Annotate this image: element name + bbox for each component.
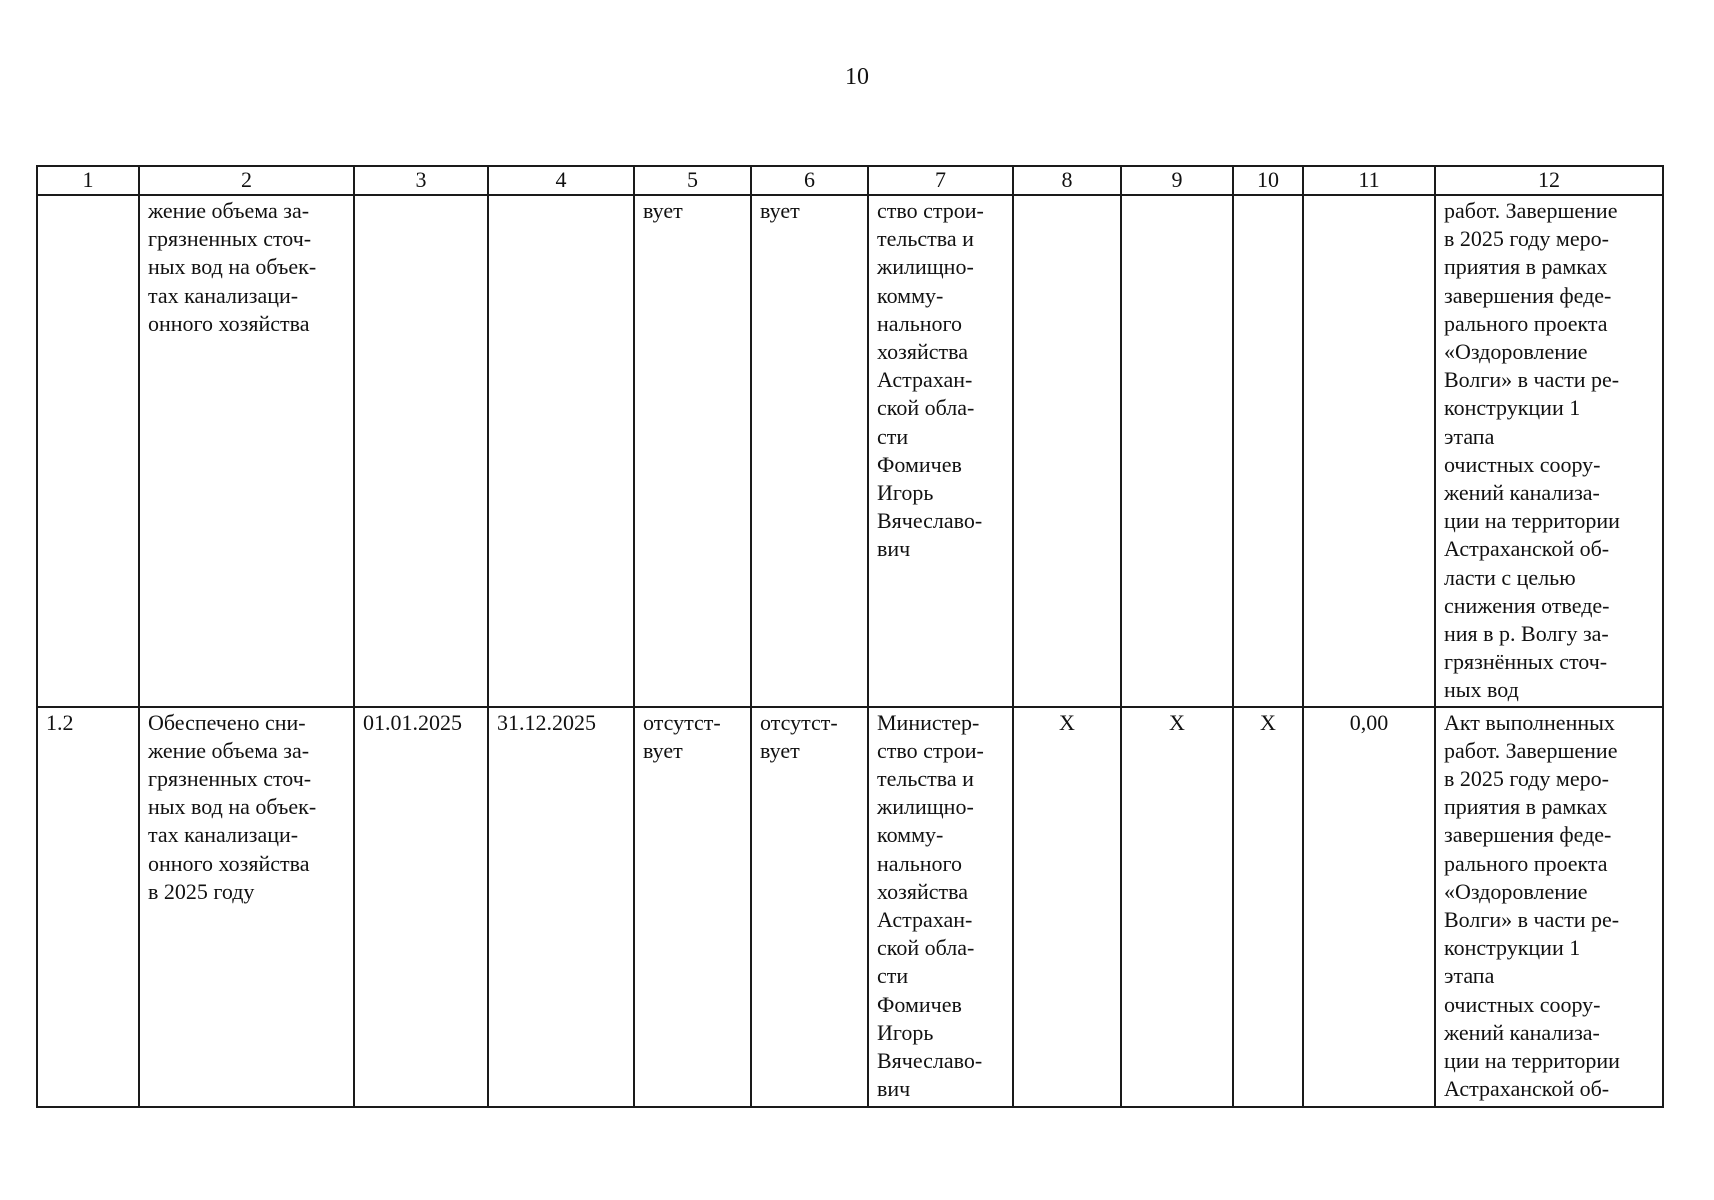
column-header-3: 3	[354, 166, 488, 195]
cell-result: жение объема за- грязненных сточ- ных вод на объек- тах канализаци- онного хозяйства	[139, 195, 354, 707]
cell-number	[37, 195, 139, 707]
column-header-7: 7	[868, 166, 1013, 195]
column-header-10: 10	[1233, 166, 1303, 195]
cell-description: Акт выполненных работ. Завершение в 2025 году меро- приятия в рамках завершения феде- рального проекта «Оздоровление Волги» в части ре- конструкции 1 этапа очистных соору- жений канализа- ции на территории Астраханской об-	[1435, 707, 1663, 1107]
measures-table	[36, 165, 1664, 1108]
column-header-1: 1	[37, 166, 139, 195]
table-row-continuation	[37, 195, 1663, 707]
cell-end-date: 31.12.2025	[488, 707, 634, 1107]
column-header-6: 6	[751, 166, 868, 195]
cell-end-date	[488, 195, 634, 707]
cell-number: 1.2	[37, 707, 139, 1107]
cell-responsible: Министер- ство строи- тельства и жилищно- комму- нального хозяйства Астрахан- ской обла- сти Фомичев Игорь Вячеславо- вич	[868, 707, 1013, 1107]
cell-col-6: вует	[751, 195, 868, 707]
cell-start-date	[354, 195, 488, 707]
cell-responsible: ство строи- тельства и жилищно- комму- нального хозяйства Астрахан- ской обла- сти Фомичев Игорь Вячеславо- вич	[868, 195, 1013, 707]
cell-col-9: Х	[1121, 707, 1233, 1107]
column-header-4: 4	[488, 166, 634, 195]
cell-col-10: Х	[1233, 707, 1303, 1107]
cell-col-6: отсутст- вует	[751, 707, 868, 1107]
page-number: 10	[845, 64, 869, 90]
cell-col-10	[1233, 195, 1303, 707]
cell-amount: 0,00	[1303, 707, 1435, 1107]
column-header-11: 11	[1303, 166, 1435, 195]
cell-col-8: Х	[1013, 707, 1121, 1107]
column-header-9: 9	[1121, 166, 1233, 195]
cell-col-8	[1013, 195, 1121, 707]
column-header-12: 12	[1435, 166, 1663, 195]
cell-amount	[1303, 195, 1435, 707]
column-header-2: 2	[139, 166, 354, 195]
cell-col-5: отсутст- вует	[634, 707, 751, 1107]
cell-col-5: вует	[634, 195, 751, 707]
table-header	[37, 166, 1663, 195]
column-header-8: 8	[1013, 166, 1121, 195]
cell-start-date: 01.01.2025	[354, 707, 488, 1107]
column-header-5: 5	[634, 166, 751, 195]
header-row	[37, 166, 1663, 195]
table-row-1-2	[37, 707, 1663, 1107]
cell-result: Обеспечено сни- жение объема за- грязненных сточ- ных вод на объек- тах канализаци- онного хозяйства в 2025 году	[139, 707, 354, 1107]
cell-description: работ. Завершение в 2025 году меро- приятия в рамках завершения феде- рального проекта «Оздоровление Волги» в части ре- конструкции 1 этапа очистных соору- жений канализа- ции на территории Астраханской об- ласти с целью снижения отведе- ния в р. Волгу за- грязнённых сточ- ных вод	[1435, 195, 1663, 707]
cell-col-9	[1121, 195, 1233, 707]
